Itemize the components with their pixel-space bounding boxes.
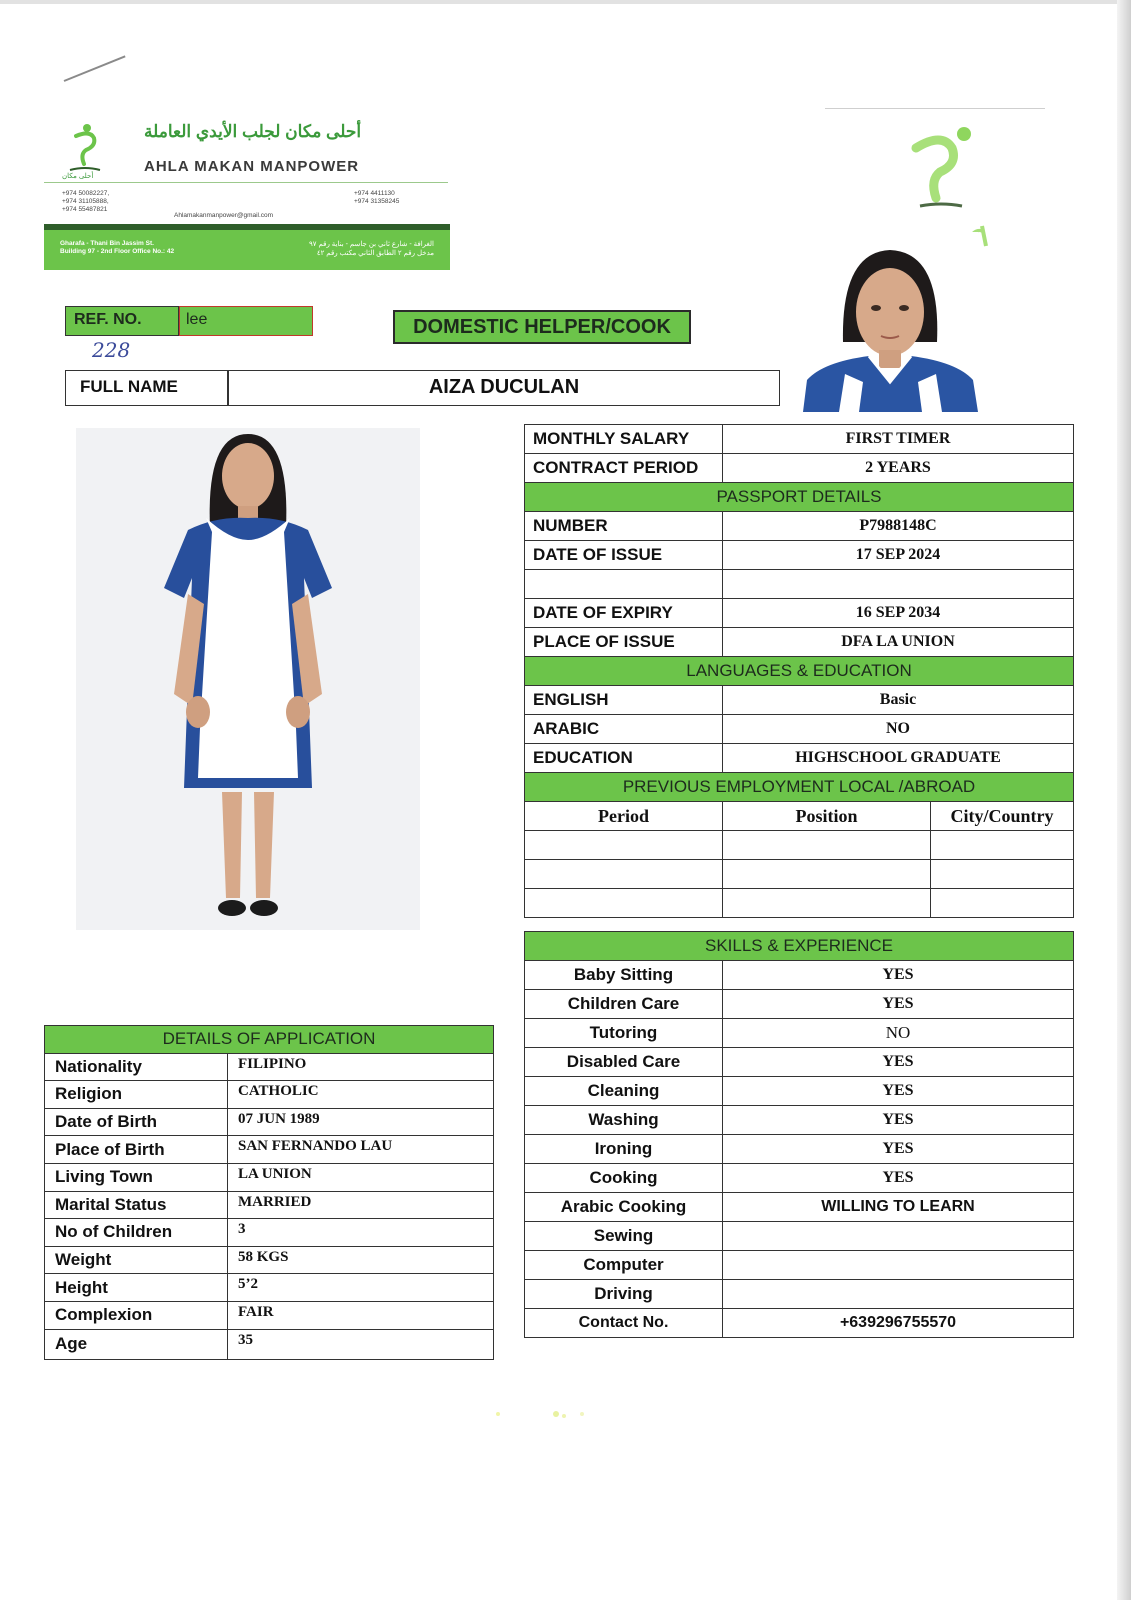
skill-row <box>525 1193 1074 1222</box>
age-label: Age <box>45 1329 228 1359</box>
company-name-english: AHLA MAKAN MANPOWER <box>144 158 360 175</box>
table-row <box>525 744 1074 773</box>
full-name-label: FULL NAME <box>65 370 228 406</box>
skill-value: WILLING TO LEARN <box>723 1193 1074 1222</box>
skill-row <box>525 1222 1074 1251</box>
place-of-issue-value: DFA LA UNION <box>723 628 1074 657</box>
company-email: Ahlamakanmanpower@gmail.com <box>174 212 274 219</box>
skills-section-title: SKILLS & EXPERIENCE <box>525 932 1074 961</box>
skill-label: Computer <box>525 1251 723 1280</box>
nationality-value: FILIPINO <box>228 1053 494 1081</box>
empty-cell <box>723 889 931 918</box>
table-row <box>45 1274 494 1302</box>
skill-row <box>525 1135 1074 1164</box>
application-section-title: DETAILS OF APPLICATION <box>45 1026 494 1054</box>
section-header-row <box>525 657 1074 686</box>
skill-value: YES <box>723 1077 1074 1106</box>
weight-label: Weight <box>45 1246 228 1274</box>
salary-label: MONTHLY SALARY <box>525 425 723 454</box>
skill-value: NO <box>723 1019 1074 1048</box>
skill-value: YES <box>723 990 1074 1019</box>
languages-section-title: LANGUAGES & EDUCATION <box>525 657 1074 686</box>
education-value: HIGHSCHOOL GRADUATE <box>723 744 1074 773</box>
skill-row <box>525 1077 1074 1106</box>
skill-value <box>723 1251 1074 1280</box>
nationality-label: Nationality <box>45 1053 228 1081</box>
skill-row <box>525 1280 1074 1309</box>
scan-top-edge <box>0 0 1131 4</box>
employment-row <box>525 860 1074 889</box>
passport-number-value: P7988148C <box>723 512 1074 541</box>
skill-value: YES <box>723 1135 1074 1164</box>
phones-right: +974 4411130 +974 31358245 <box>354 190 400 205</box>
ref-value: lee <box>179 306 313 336</box>
arabic-label: ARABIC <box>525 715 723 744</box>
table-row <box>525 599 1074 628</box>
address-bar <box>44 224 450 270</box>
skill-label: Baby Sitting <box>525 961 723 990</box>
table-row <box>525 628 1074 657</box>
faint-rule <box>825 108 1045 109</box>
table-row <box>45 1108 494 1136</box>
details-table-right <box>524 424 1074 1338</box>
table-row-empty <box>525 570 1074 599</box>
marital-status-value: MARRIED <box>228 1191 494 1219</box>
skill-label: Ironing <box>525 1135 723 1164</box>
skill-value <box>723 1222 1074 1251</box>
scan-right-edge <box>1117 0 1131 1600</box>
section-header-row <box>525 483 1074 512</box>
empty-cell <box>723 831 931 860</box>
skill-label: Tutoring <box>525 1019 723 1048</box>
empty-cell <box>525 860 723 889</box>
skill-value: YES <box>723 1048 1074 1077</box>
table-row <box>525 512 1074 541</box>
english-label: ENGLISH <box>525 686 723 715</box>
skill-value: YES <box>723 961 1074 990</box>
passport-number-label: NUMBER <box>525 512 723 541</box>
table-row <box>45 1301 494 1329</box>
table-row <box>45 1136 494 1164</box>
weight-value: 58 KGS <box>228 1246 494 1274</box>
skill-value: YES <box>723 1106 1074 1135</box>
skill-label: Children Care <box>525 990 723 1019</box>
dob-value: 07 JUN 1989 <box>228 1108 494 1136</box>
table-row <box>525 715 1074 744</box>
section-header-row <box>525 773 1074 802</box>
employment-section-title: PREVIOUS EMPLOYMENT LOCAL /ABROAD <box>525 773 1074 802</box>
religion-label: Religion <box>45 1081 228 1109</box>
stray-scan-marks <box>490 1402 600 1426</box>
skill-row <box>525 1164 1074 1193</box>
issue-date-value: 17 SEP 2024 <box>723 541 1074 570</box>
empty-cell <box>931 860 1074 889</box>
table-row <box>45 1053 494 1081</box>
skill-row <box>525 1019 1074 1048</box>
empty-cell <box>723 570 1074 599</box>
skill-row <box>525 1251 1074 1280</box>
full-body-photo <box>76 428 420 930</box>
spacer-row <box>525 918 1074 932</box>
salary-value: FIRST TIMER <box>723 425 1074 454</box>
complexion-label: Complexion <box>45 1301 228 1329</box>
contact-row <box>525 1309 1074 1338</box>
passport-section-title: PASSPORT DETAILS <box>525 483 1074 512</box>
employment-row <box>525 889 1074 918</box>
company-logo-icon <box>60 120 110 180</box>
complexion-value: FAIR <box>228 1301 494 1329</box>
empty-cell <box>931 831 1074 860</box>
skill-row <box>525 1106 1074 1135</box>
english-value: Basic <box>723 686 1074 715</box>
logo-text: أحلى مكان <box>62 173 94 180</box>
expiry-date-value: 16 SEP 2034 <box>723 599 1074 628</box>
letterhead <box>44 114 450 270</box>
ref-handwritten: 228 <box>92 338 131 362</box>
age-value: 35 <box>228 1329 494 1359</box>
skill-value <box>723 1280 1074 1309</box>
skill-row <box>525 990 1074 1019</box>
table-row <box>45 1219 494 1247</box>
arabic-value: NO <box>723 715 1074 744</box>
education-label: EDUCATION <box>525 744 723 773</box>
position-title: DOMESTIC HELPER/COOK <box>393 310 691 344</box>
letterhead-divider <box>44 182 448 183</box>
height-label: Height <box>45 1274 228 1302</box>
skill-label: Cooking <box>525 1164 723 1193</box>
dob-label: Date of Birth <box>45 1108 228 1136</box>
religion-value: CATHOLIC <box>228 1081 494 1109</box>
ref-label: REF. NO. <box>65 306 179 336</box>
empty-cell <box>525 831 723 860</box>
contact-label: Contact No. <box>525 1309 723 1338</box>
height-value: 5’2 <box>228 1274 494 1302</box>
pob-label: Place of Birth <box>45 1136 228 1164</box>
city-country-header: City/Country <box>931 802 1074 831</box>
details-of-application-table <box>44 1025 494 1360</box>
table-row <box>45 1329 494 1359</box>
table-row <box>45 1081 494 1109</box>
contract-label: CONTRACT PERIOD <box>525 454 723 483</box>
children-value: 3 <box>228 1219 494 1247</box>
place-of-issue-label: PLACE OF ISSUE <box>525 628 723 657</box>
empty-cell <box>723 860 931 889</box>
children-label: No of Children <box>45 1219 228 1247</box>
empty-cell <box>931 889 1074 918</box>
pob-value: SAN FERNANDO LAU <box>228 1136 494 1164</box>
section-header-row <box>525 932 1074 961</box>
portrait-photo <box>803 232 978 412</box>
pen-mark <box>64 55 126 82</box>
period-header: Period <box>525 802 723 831</box>
table-row <box>525 686 1074 715</box>
issue-date-label: DATE OF ISSUE <box>525 541 723 570</box>
table-row <box>525 454 1074 483</box>
full-name-value: AIZA DUCULAN <box>228 370 780 406</box>
address-english: Gharafa - Thani Bin Jassim St. Building 97 - 2nd Floor Office No.: 42 <box>60 240 175 255</box>
contract-value: 2 YEARS <box>723 454 1074 483</box>
company-name-arabic: أحلى مكان لجلب الأيدي العاملة <box>144 122 362 141</box>
living-town-label: Living Town <box>45 1163 228 1191</box>
empty-cell <box>525 570 723 599</box>
skill-label: Cleaning <box>525 1077 723 1106</box>
table-row <box>45 1163 494 1191</box>
skill-value: YES <box>723 1164 1074 1193</box>
table-row <box>525 425 1074 454</box>
skill-row <box>525 961 1074 990</box>
table-row <box>45 1246 494 1274</box>
skill-label: Disabled Care <box>525 1048 723 1077</box>
spacer-cell <box>525 918 1074 932</box>
marital-status-label: Marital Status <box>45 1191 228 1219</box>
table-row <box>525 541 1074 570</box>
contact-value: +639296755570 <box>723 1309 1074 1338</box>
employment-row <box>525 831 1074 860</box>
section-header-row <box>45 1026 494 1054</box>
skill-label: Driving <box>525 1280 723 1309</box>
position-header: Position <box>723 802 931 831</box>
phones-left: +974 50082227, +974 31105888, +974 55487821 <box>62 190 110 213</box>
skill-label: Sewing <box>525 1222 723 1251</box>
skill-label: Washing <box>525 1106 723 1135</box>
empty-cell <box>525 889 723 918</box>
employment-header-row <box>525 802 1074 831</box>
address-arabic: الغرافة - شارع ثاني بن جاسم - بناية رقم ٩٧ مدخل رقم ٢ الطابق الثاني مكتب رقم ٤٢ <box>308 241 434 257</box>
table-row <box>45 1191 494 1219</box>
skill-row <box>525 1048 1074 1077</box>
expiry-date-label: DATE OF EXPIRY <box>525 599 723 628</box>
living-town-value: LA UNION <box>228 1163 494 1191</box>
skill-label: Arabic Cooking <box>525 1193 723 1222</box>
